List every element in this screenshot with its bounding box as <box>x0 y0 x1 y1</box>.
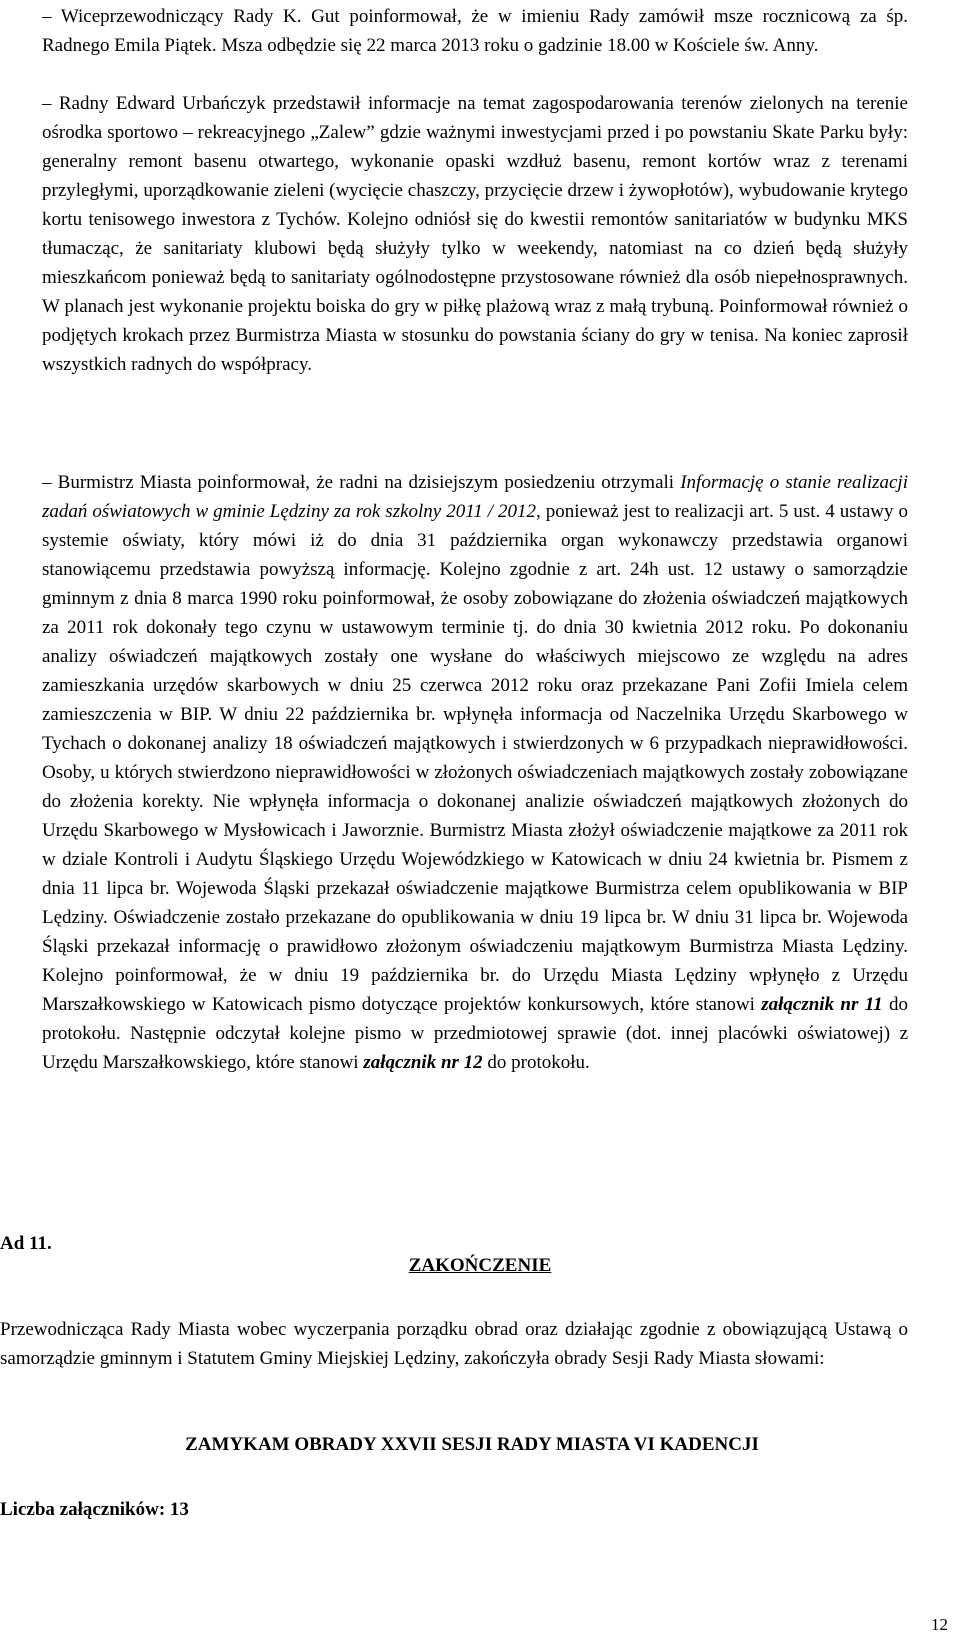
section-title: ZAKOŃCZENIE <box>408 1255 552 1276</box>
agenda-item-label: Ad 11. <box>0 1233 52 1254</box>
attachments-count: Liczba załączników: 13 <box>0 1499 189 1520</box>
closing-statement: ZAMYKAM OBRADY XXVII SESJI RADY MIASTA VI KADENCJI <box>185 1434 759 1455</box>
closing-paragraph <box>0 1315 908 1373</box>
paragraph-text: – Radny Edward Urbańczyk przedstawił informacje na temat zagospodarowania terenów zielonych na terenie ośrodka sportowo – rekreacyjnego „Zalew” gdzie ważnymi inwestycjami przed i po powstaniu Skate Parku były: generalny remont basenu otwartego, wykonanie opaski wzdłuż basenu, remont kortów wraz z terenami przyległymi, uporządkowanie zieleni (wycięcie chaszczy, przycięcie drzew i żywopłotów), wybudowanie krytego kortu tenisowego inwestora z Tychów. Kolejno odniósł się do kwestii remontów sanitariatów w budynku MKS tłumacząc, że sanitariaty klubowi będą służyły tylko w weekendy, natomiast na co dzień będą służyły mieszkańcom ponieważ będą to sanitariaty ogólnodostępne przystosowane również dla osób niepełnosprawnych. W planach jest wykonanie projektu boiska do gry w piłkę plażową wraz z małą trybuną. Poinformował również o podjętych krokach przez Burmistrza Miasta w stosunku do powstania ściany do gry w tenisa. Na koniec zaprosił wszystkich radnych do współpracy. <box>42 93 908 375</box>
attachment-reference-12: załącznik nr 12 <box>363 1052 483 1073</box>
page-number: 12 <box>931 1615 948 1634</box>
text-run: do protokołu. <box>482 1052 590 1073</box>
paragraph-councillor-urbanczyk <box>42 89 908 379</box>
paragraph-text <box>42 468 908 1077</box>
paragraph-text: Przewodnicząca Rady Miasta wobec wyczerpania porządku obrad oraz działając zgodnie z obowiązującą Ustawą o samorządzie gminnym i Statutem Gminy Miejskiej Lędziny, zakończyła obrady Sesji Rady Miasta słowami: <box>0 1319 908 1369</box>
text-run: do protokołu. Następnie odczytał kolejne pismo w przedmiotowej sprawie (dot. innej placówki oświatowej) z Urzędu Marszałkowskiego, które stanowi <box>42 994 908 1073</box>
text-run: , ponieważ jest to realizacji art. 5 ust. 4 ustawy o systemie oświaty, który mówi iż do dnia 31 października organ wykonawczy przedstawia organowi stanowiącemu przedstawia powyższą informację. Kolejno zgodnie z art. 24h ust. 12 ustawy o samorządzie gminnym z dnia 8 marca 1990 roku poinformował, że osoby zobowiązane do złożenia oświadczeń majątkowych za 2011 rok dokonały tego czynu w ustawowym terminie tj. do dnia 30 kwietnia 2012 roku. Po dokonaniu analizy oświadczeń majątkowych zostały one wysłane do właściwych miejscowo ze względu na adres zamieszkania urzędów skarbowych w dniu 25 czerwca 2012 roku oraz przekazane Pani Zofii Imiela celem zamieszczenia w BIP. W dniu 22 października br. wpłynęła informacja od Naczelnika Urzędu Skarbowego w Tychach o dokonanej analizy 18 oświadczeń majątkowych i stwierdzonych w 6 przypadkach nieprawidłowości. Osoby, u których stwierdzono nieprawidłowości w złożonych oświadczeniach majątkowych zostały zobowiązane do złożenia korekty. Nie wpłynęła informacja o dokonanej analizie oświadczeń majątkowych złożonych do Urzędu Skarbowego w Mysłowicach i Jaworznie. Burmistrz Miasta złożył oświadczenie majątkowe za 2011 rok w dziale Kontroli i Audytu Śląskiego Urzędu Wojewódzkiego w Katowicach w dniu 24 kwietnia br. Pismem z dnia 11 lipca br. Wojewoda Śląski przekazał oświadczenie majątkowe Burmistrza celem opublikowania w BIP Lędziny. Oświadczenie zostało przekazane do opublikowania w dniu 19 lipca br. W dniu 31 lipca br. Wojewoda Śląski przekazał informację o prawidłowo złożonym oświadczeniu majątkowym Burmistrza Miasta Lędziny. Kolejno poinformował, że w dniu 19 października br. do Urzędu Miasta Lędziny wpłynęło z Urzędu Marszałkowskiego w Katowicach pismo dotyczące projektów konkursowych, które stanowi <box>42 501 908 1015</box>
document-title-italic: Informację o stanie realizacji zadań oświatowych w gminie Lędziny za rok szkolny 2011 / 2012 <box>42 472 908 522</box>
attachment-reference-11: załącznik nr 11 <box>761 994 883 1015</box>
paragraph-mayor <box>42 468 908 1077</box>
paragraph-text: – Wiceprzewodniczący Rady K. Gut poinformował, że w imieniu Rady zamówił msze rocznicową za śp. Radnego Emila Piątek. Msza odbędzie się 22 marca 2013 roku o gadzinie 18.00 w Kościele św. Anny. <box>42 6 908 56</box>
paragraph-vice-chairman <box>42 2 908 60</box>
text-run: – Burmistrz Miasta poinformował, że radni na dzisiejszym posiedzeniu otrzymali <box>42 472 681 493</box>
